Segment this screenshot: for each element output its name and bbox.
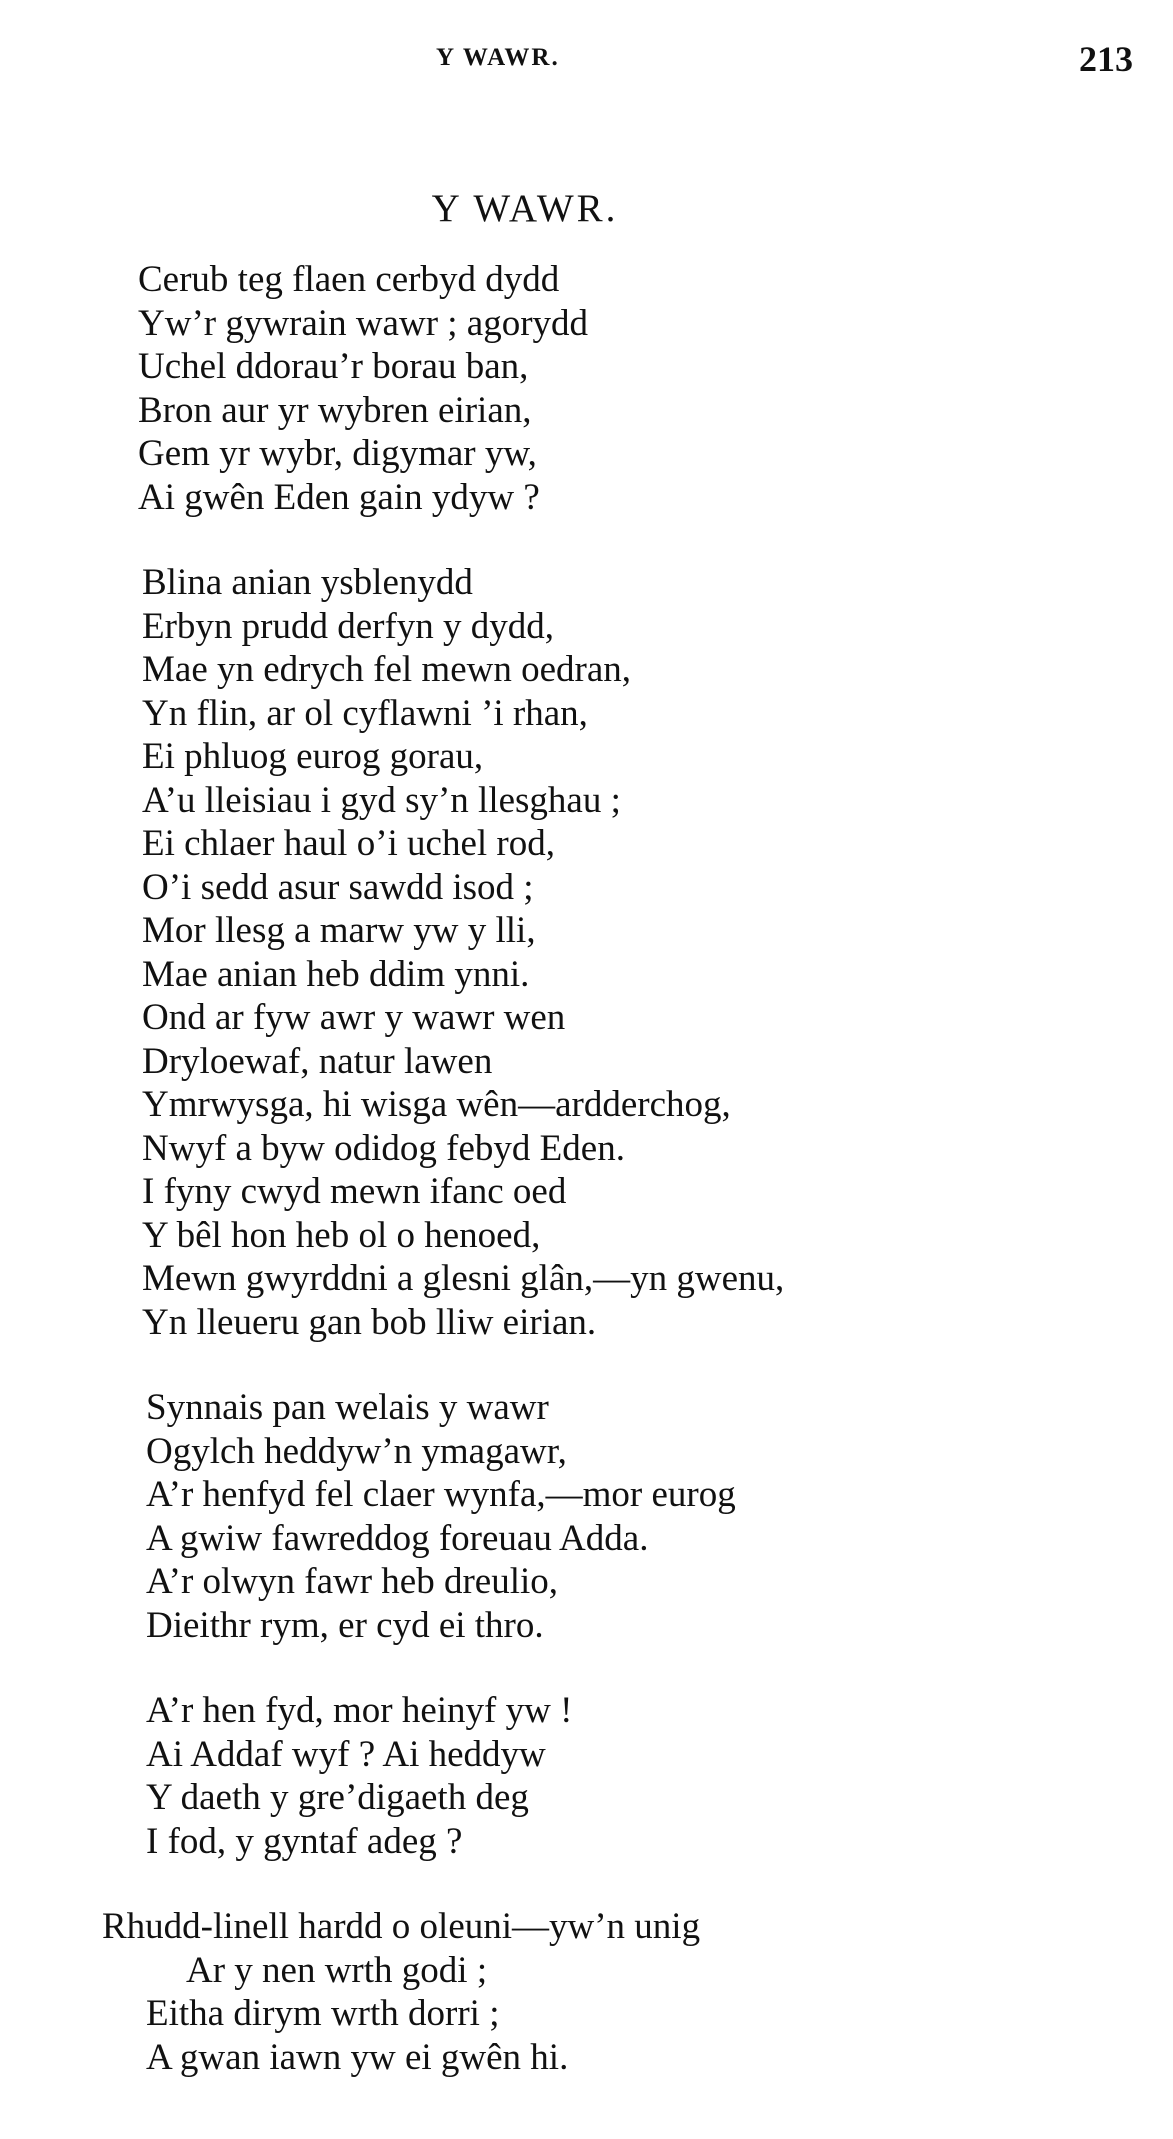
poem-line: Y daeth y gre’digaeth deg bbox=[146, 1777, 529, 1818]
stanza-1 bbox=[0, 258, 1173, 519]
poem-line: Ai Addaf wyf ? Ai heddyw bbox=[146, 1733, 546, 1775]
poem-line: A gwan iawn yw ei gwên hi. bbox=[146, 2036, 569, 2078]
poem-line: Y bêl hon heb ol o henoed, bbox=[142, 1214, 541, 1256]
poem-line: Ogylch heddyw’n ymagawr, bbox=[146, 1430, 567, 1472]
poem-line: Ond ar fyw awr y wawr wen bbox=[142, 997, 566, 1038]
poem-line: Ymrwysga, hi wisga wên—ardderchog, bbox=[142, 1084, 731, 1125]
stanza-3 bbox=[0, 1386, 1173, 1647]
running-header bbox=[0, 38, 1173, 78]
poem-line: A’r olwyn fawr heb dreulio, bbox=[146, 1561, 559, 1602]
stanza-2 bbox=[0, 561, 1173, 1344]
poem-line: Synnais pan welais y wawr bbox=[146, 1387, 549, 1428]
poem-line: Ei chlaer haul o’i uchel rod, bbox=[142, 823, 555, 864]
poem-line: Gem yr wybr, digymar yw, bbox=[138, 433, 537, 474]
poem-line: Bron aur yr wybren eirian, bbox=[138, 389, 532, 431]
poem-line: Ai gwên Eden gain ydyw ? bbox=[138, 476, 540, 518]
poem-line: Mae anian heb ddim ynni. bbox=[142, 953, 530, 995]
poem-body bbox=[0, 258, 1173, 2121]
poem-line: Mae yn edrych fel mewn oedran, bbox=[142, 649, 632, 690]
poem-line: Eitha dirym wrth dorri ; bbox=[146, 1993, 500, 2034]
poem-line: Mewn gwyrddni a glesni glân,—yn gwenu, bbox=[142, 1258, 785, 1299]
poem-line: Mor llesg a marw yw y lli, bbox=[142, 910, 536, 951]
poem-line: Erbyn prudd derfyn y dydd, bbox=[142, 605, 555, 647]
stanza-5 bbox=[0, 1905, 1173, 2079]
poem-line: A’u lleisiau i gyd sy’n llesghau ; bbox=[142, 779, 621, 821]
poem-title: Y WAWR. bbox=[431, 187, 619, 230]
poem-line: Ar y nen wrth godi ; bbox=[186, 1949, 488, 1991]
poem-line: Ei phluog eurog gorau, bbox=[142, 736, 484, 777]
poem-line: Blina anian ysblenydd bbox=[142, 562, 473, 603]
poem-line: I fod, y gyntaf adeg ? bbox=[146, 1820, 463, 1862]
poem-line: A’r henfyd fel claer wynfa,—mor eurog bbox=[146, 1474, 736, 1515]
stanza-4 bbox=[0, 1689, 1173, 1863]
poem-line: Dieithr rym, er cyd ei thro. bbox=[146, 1604, 544, 1646]
poem-line: I fyny cwyd mewn ifanc oed bbox=[142, 1171, 567, 1212]
poem-line: Yn flin, ar ol cyflawni ’i rhan, bbox=[142, 692, 588, 734]
page-number: 213 bbox=[1079, 39, 1133, 79]
poem-line: Yn lleueru gan bob lliw eirian. bbox=[142, 1301, 597, 1343]
poem-line: O’i sedd asur sawdd isod ; bbox=[142, 866, 534, 908]
poem-line: A’r hen fyd, mor heinyf yw ! bbox=[146, 1690, 573, 1731]
poem-line: Cerub teg flaen cerbyd dydd bbox=[138, 259, 560, 300]
poem-line: Yw’r gywrain wawr ; agorydd bbox=[138, 302, 589, 344]
poem-line: Nwyf a byw odidog febyd Eden. bbox=[142, 1127, 625, 1169]
poem-line: Rhudd-linell hardd o oleuni—yw’n unig bbox=[102, 1906, 701, 1947]
running-title: Y WAWR. bbox=[436, 44, 560, 71]
poem-line: A gwiw fawreddog foreuau Adda. bbox=[146, 1517, 649, 1559]
poem-line: Dryloewaf, natur lawen bbox=[142, 1040, 493, 1082]
poem-line: Uchel ddorau’r borau ban, bbox=[138, 346, 529, 387]
